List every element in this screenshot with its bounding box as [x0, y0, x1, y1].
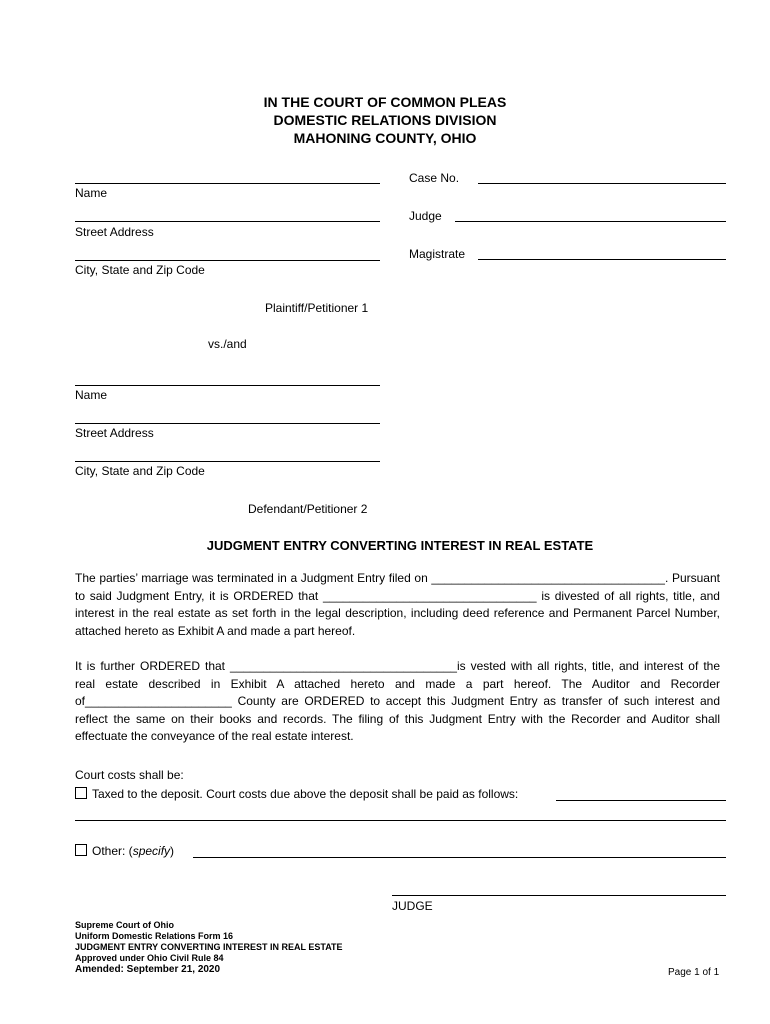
- party1-street-line[interactable]: [75, 221, 380, 222]
- party1-name-label: Name: [75, 186, 108, 200]
- form-footer: [75, 920, 343, 975]
- party1-city-line[interactable]: [75, 260, 380, 261]
- page-number: Page 1 of 1: [668, 967, 720, 978]
- division-name: DOMESTIC RELATIONS DIVISION: [273, 112, 497, 128]
- form-title: JUDGMENT ENTRY CONVERTING INTEREST IN REAL ESTATE: [206, 538, 594, 553]
- party2-name-line[interactable]: [75, 385, 380, 386]
- para1-text-b: Pursuant to said Judgment Entry, it is ORDERED that: [75, 571, 720, 603]
- paragraph-vesting: [75, 658, 720, 746]
- party1-name-line[interactable]: [75, 183, 380, 184]
- para1-text-a: The parties’ marriage was terminated in a Judgment Entry filed on: [75, 571, 428, 585]
- para2-text-a: It is further ORDERED that: [75, 659, 226, 673]
- magistrate-label: Magistrate: [409, 247, 466, 261]
- paragraph-divestment: [75, 570, 720, 640]
- costs-payment-line-2[interactable]: [75, 820, 726, 821]
- para2-text-c: County are ORDERED to accept this Judgment Entry as transfer of such interest and reflect the same on their books and records. The filing of this Judgment Entry with the Recorder and Auditor shall effectuate the conveyance of the real estate interest.: [75, 694, 720, 743]
- footer-amended: Amended: September 21, 2020: [75, 964, 221, 975]
- party2-city-line[interactable]: [75, 461, 380, 462]
- judge-label: Judge: [409, 209, 442, 223]
- taxed-to-deposit-label: Taxed to the deposit. Court costs due above the deposit shall be paid as follows:: [92, 787, 519, 801]
- vested-party-blank[interactable]: __________________________________: [230, 659, 457, 673]
- court-name: IN THE COURT OF COMMON PLEAS: [263, 94, 507, 110]
- case-no-line[interactable]: [478, 183, 726, 184]
- party2-name-label: Name: [75, 388, 108, 402]
- judge-line[interactable]: [455, 221, 726, 222]
- judge-signature-label: JUDGE: [392, 899, 433, 913]
- vs-label: vs./and: [208, 337, 247, 351]
- party2-street-label: Street Address: [75, 426, 154, 440]
- magistrate-line[interactable]: [478, 259, 726, 260]
- footer-form-title: JUDGMENT ENTRY CONVERTING INTEREST IN REAL ESTATE: [75, 942, 343, 952]
- other-costs-label: Other: (specify): [92, 844, 175, 858]
- party1-city-label: City, State and Zip Code: [75, 263, 205, 277]
- party2-role: Defendant/Petitioner 2: [248, 502, 368, 516]
- party2-city-label: City, State and Zip Code: [75, 464, 205, 478]
- footer-approval: Approved under Ohio Civil Rule 84: [75, 953, 224, 963]
- party2-street-line[interactable]: [75, 423, 380, 424]
- footer-form-number: Uniform Domestic Relations Form 16: [75, 931, 234, 941]
- other-costs-specify-line[interactable]: [193, 857, 726, 858]
- taxed-to-deposit-checkbox[interactable]: [75, 787, 87, 799]
- divested-party-blank[interactable]: ________________________________: [322, 588, 537, 603]
- party1-street-label: Street Address: [75, 225, 154, 239]
- county-name: MAHONING COUNTY, OHIO: [293, 130, 477, 146]
- para1-text-c: is divested of all rights, title, and interest in the real estate as set forth in the legal description, including deed reference and Permanent Parcel Number, attached hereto as Exhibit A and made a part hereof.: [75, 588, 720, 638]
- costs-payment-line-1[interactable]: [556, 800, 726, 801]
- court-costs-heading: Court costs shall be:: [75, 768, 184, 782]
- judgment-date-blank[interactable]: ___________________________________.: [431, 571, 669, 585]
- footer-publisher: Supreme Court of Ohio: [75, 920, 174, 930]
- case-no-label: Case No.: [409, 171, 460, 185]
- para2-text-b: is vested with all rights, title, and interest of the real estate described in Exhibit A attached hereto and made a part hereof. The Auditor and Recorder of: [75, 659, 720, 708]
- party1-role: Plaintiff/Petitioner 1: [265, 301, 369, 315]
- county-blank[interactable]: ______________________: [85, 694, 232, 708]
- judge-signature-line[interactable]: [392, 895, 726, 896]
- other-costs-checkbox[interactable]: [75, 844, 87, 856]
